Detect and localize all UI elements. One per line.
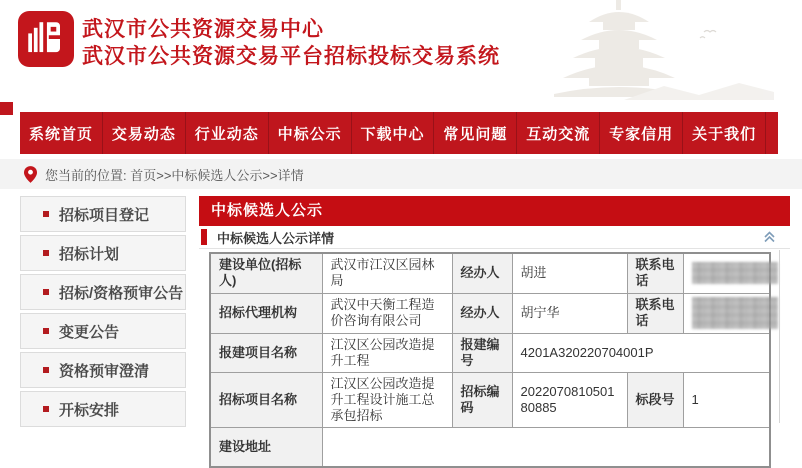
content-right-divider	[779, 250, 780, 423]
table-row	[210, 293, 770, 333]
label-filing-number: 报建编号	[452, 333, 512, 372]
bullet-icon	[43, 328, 49, 334]
section-title: 中标候选人公示详情	[217, 230, 335, 246]
table-row	[210, 427, 770, 467]
sidebar-item-project-registration[interactable]	[20, 196, 186, 232]
label-filing-project-name: 报建项目名称	[210, 333, 322, 372]
nav-item-trade-news[interactable]: 交易动态	[103, 112, 186, 154]
table-row	[210, 372, 770, 427]
bullet-icon	[43, 250, 49, 256]
collapse-chevrons-icon[interactable]	[763, 231, 776, 243]
nav-item-expert-credit[interactable]: 专家信用	[600, 112, 683, 154]
bullet-icon	[43, 289, 49, 295]
pagoda-watermark-icon	[534, 0, 774, 100]
nav-item-about-us[interactable]: 关于我们	[683, 112, 766, 154]
value-construction-address	[322, 427, 770, 467]
site-header	[0, 0, 802, 100]
red-bar-icon	[201, 229, 207, 245]
site-title-line1: 武汉市公共资源交易中心	[82, 18, 324, 41]
sidebar-item-prequalification-clarification[interactable]	[20, 352, 186, 388]
value-tender-code: 202207081050180885	[512, 372, 627, 427]
main-nav	[20, 112, 778, 154]
value-tender-agency: 武汉中天衡工程造价咨询有限公司	[322, 293, 452, 333]
section-header	[199, 226, 790, 249]
page-title: 中标候选人公示	[199, 196, 790, 226]
value-contact-phone-2-redacted	[683, 293, 770, 333]
nav-item-industry-news[interactable]: 行业动态	[186, 112, 269, 154]
nav-item-award-notice[interactable]: 中标公示	[269, 112, 352, 154]
label-tender-code: 招标编码	[452, 372, 512, 427]
table-row	[210, 253, 770, 293]
nav-stub	[766, 112, 778, 154]
value-contact-phone-1-redacted	[683, 253, 770, 293]
sidebar-item-label: 开标安排	[59, 401, 120, 419]
value-tender-project-name: 江汉区公园改造提升工程设计施工总承包招标	[322, 372, 452, 427]
sidebar	[20, 196, 186, 468]
label-construction-address: 建设地址	[210, 427, 322, 467]
label-construction-unit: 建设单位(招标人)	[210, 253, 322, 293]
bullet-icon	[43, 211, 49, 217]
bullet-icon	[43, 406, 49, 412]
sidebar-item-label: 招标/资格预审公告	[59, 284, 184, 302]
main-panel	[199, 196, 790, 468]
label-handler-1: 经办人	[452, 253, 512, 293]
content	[0, 196, 802, 468]
value-handler-2: 胡宁华	[512, 293, 627, 333]
label-contact-phone-1: 联系电话	[627, 253, 683, 293]
sidebar-item-prequalification-notice[interactable]	[20, 274, 186, 310]
label-tender-agency: 招标代理机构	[210, 293, 322, 333]
table-row	[210, 333, 770, 372]
sidebar-item-label: 招标计划	[59, 245, 120, 263]
site-title-block	[82, 16, 500, 70]
label-contact-phone-2: 联系电话	[627, 293, 683, 333]
sidebar-item-tender-plan[interactable]	[20, 235, 186, 271]
label-tender-project-name: 招标项目名称	[210, 372, 322, 427]
nav-item-faq[interactable]: 常见问题	[434, 112, 517, 154]
value-lot-number: 1	[683, 372, 770, 427]
value-handler-1: 胡进	[512, 253, 627, 293]
label-lot-number: 标段号	[627, 372, 683, 427]
nav-item-interaction[interactable]: 互动交流	[517, 112, 600, 154]
sidebar-item-label: 资格预审澄清	[59, 362, 150, 380]
sidebar-item-change-notice[interactable]	[20, 313, 186, 349]
detail-table	[209, 252, 771, 468]
breadcrumb-text: 您当前的位置: 首页>>中标候选人公示>>详情	[45, 167, 304, 183]
corner-red-square	[0, 102, 13, 115]
breadcrumb	[0, 159, 802, 189]
location-pin-icon	[24, 166, 37, 183]
label-handler-2: 经办人	[452, 293, 512, 333]
redacted-phone-blur	[692, 297, 778, 329]
redacted-phone-blur	[692, 262, 778, 284]
value-filing-project-name: 江汉区公园改造提升工程	[322, 333, 452, 372]
sidebar-item-label: 招标项目登记	[59, 206, 150, 224]
bullet-icon	[43, 367, 49, 373]
nav-item-home[interactable]: 系统首页	[20, 112, 103, 154]
sidebar-item-label: 变更公告	[59, 323, 120, 341]
site-logo-icon	[18, 10, 74, 68]
value-construction-unit: 武汉市江汉区园林局	[322, 253, 452, 293]
sidebar-item-bid-opening-schedule[interactable]	[20, 391, 186, 427]
nav-item-download-center[interactable]: 下载中心	[352, 112, 435, 154]
site-title-line2: 武汉市公共资源交易平台招标投标交易系统	[82, 45, 500, 68]
value-filing-number: 4201A320220704001P	[512, 333, 770, 372]
